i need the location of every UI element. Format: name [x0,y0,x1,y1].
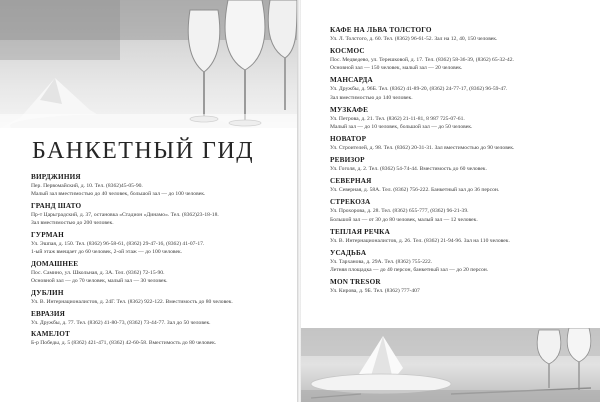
venue-name: СТРЕКОЗА [330,198,371,207]
venue-detail: Малый зал — до 10 человек, большой зал — до 50 человек. [330,124,473,131]
venue-detail: Пр-т Царьградский, д. 37, остановка «Стадион «Динамо». Тел. (8362)23-18-18. [31,212,219,218]
venue-name: ТЕПЛАЯ РЕЧКА [330,227,390,236]
table-setting-photo [301,328,600,402]
venue-detail: Ул. Прохорова, д. 28. Тел. (8362) 655-777, (8362) 96-21-39. [330,208,469,215]
venue-detail: Пер. Первомайский, д. 10. Тел. (8362)45-05-90. [31,183,143,189]
venue-detail: Ул. Петрова, д. 21. Тел. (8362) 21-11-81, 8 987 725-07-61. [330,115,465,122]
left-venue-list [31,173,289,351]
venue-name: КАМЕЛОТ [31,330,71,339]
venue-entry [31,173,289,199]
venue-detail: Ул. Гоголя, д. 2. Тел. (8362) 54-74-44. Вместимость до 60 человек. [330,166,487,173]
venue-entry [330,228,592,245]
venue-entry [31,310,289,327]
venue-detail: Ул. Кирова, д. 9Б. Тел. (8362) 777-407 [330,288,420,295]
venue-name: ДОМАШНЕЕ [31,260,79,268]
venue-entry [330,106,592,132]
venue-name: УСАДЬБА [330,248,367,257]
venue-detail: Пос. Медведево, ул. Терешковой, д. 17. Тел. (8362) 58-36-39, (8362) 65-32-42. [330,57,514,63]
venue-name: ГУРМАН [31,231,64,239]
venue-entry [330,156,592,173]
venue-name: КОСМОС [330,47,365,55]
right-venue-list [330,26,592,299]
venue-detail: Ул. Дружбы, д. 77. Тел. (8362) 41-80-73, (8362) 73-44-77. Зал до 50 человек. [31,319,211,326]
venue-name: ЕВРАЗИЯ [31,309,66,318]
venue-entry [31,260,289,286]
venue-name: КАФЕ НА ЛЬВА ТОЛСТОГО [330,26,432,34]
venue-entry [330,135,592,152]
venue-detail: Малый зал вместимостью до 40 человек, большой зал — до 100 человек. [31,191,206,198]
venue-detail: Ул. Дружбы, д. 96Б. Тел. (8362) 41-89-20, (8362) 24-77-17, (8362) 96-59-47. [330,86,508,93]
venue-detail: Летняя площадка — до 40 персон, банкетный зал — до 20 персон. [330,267,489,274]
venue-entry [330,249,592,275]
venue-entry [31,289,289,306]
venue-detail: 1-ый этаж вмещает до 60 человек, 2-ой этаж — до 100 человек. [31,249,183,256]
venue-entry [330,278,592,295]
venue-detail: Большой зал — от 30 до 80 человек, малый зал — 12 человек. [330,216,478,223]
venue-detail: Б-р Победы, д. 5 (8362) 421-471, (8362) 42-60-58. Вместимость до 80 человек. [31,340,217,347]
wine-glasses-photo [0,0,297,128]
venue-detail: Основной зал — до 70 человек, малый зал — 30 человек. [31,278,168,285]
venue-name: ВИРДЖИНИЯ [31,173,81,181]
venue-detail: Зал вместимостью до 200 человек. [31,220,114,227]
venue-entry [330,177,592,194]
wine-glasses-illustration [0,0,297,128]
venue-detail: Ул. Эшпая, д. 150. Тел. (8362) 96-58-61, (8362) 29-47-16, (8362) 41-07-17. [31,241,205,247]
venue-detail: Ул. Северная, д. 58А. Тел. (8362) 756-222. Банкетный зал до 36 персон. [330,187,500,194]
venue-detail: Пос. Самино, ул. Школьная, д. 3А. Тел. (8362) 72-15-90. [31,270,165,276]
venue-detail: Ул. Л. Толстого, д. 60. Тел. (8362) 96-61-52. Зал на 12, 40, 150 человек. [330,36,498,42]
guide-title: БАНКЕТНЫЙ ГИД [32,138,255,164]
venue-detail: Ул. Строителей, д. 98. Тел. (8362) 20-31-31. Зал вместимостью до 90 человек. [330,145,515,152]
venue-name: ГРАНД ШАТО [31,202,82,210]
venue-entry [330,76,592,102]
table-setting-illustration [301,328,600,402]
venue-detail: Ул. Тарханова, д. 29А. Тел. (8362) 755-222. [330,258,433,265]
venue-name: MON TRESOR [330,278,381,287]
venue-entry [330,47,592,73]
venue-name: ДУБЛИН [31,289,64,297]
venue-name: РЕВИЗОР [330,156,365,165]
venue-name: НОВАТОР [330,135,367,144]
venue-detail: Зал вместимостью до 140 человек. [330,94,413,101]
venue-entry [330,198,592,224]
venue-entry [31,202,289,228]
venue-entry [31,231,289,257]
venue-name: СЕВЕРНАЯ [330,177,372,186]
venue-detail: Ул. В. Интернационалистов, д. 26. Тел. (8362) 21-94-96. Зал на 110 человек. [330,237,510,244]
venue-detail: Основной зал — 150 человек, малый зал — 20 человек. [330,65,463,72]
venue-name: МУЗКАФЕ [330,105,369,114]
venue-entry [31,330,289,347]
venue-entry [330,26,592,43]
venue-name: МАНСАРДА [330,76,373,85]
venue-detail: Ул. В. Интернационалистов, д. 24Г. Тел. (8362) 922-122. Вместимость до 80 человек. [31,299,233,305]
